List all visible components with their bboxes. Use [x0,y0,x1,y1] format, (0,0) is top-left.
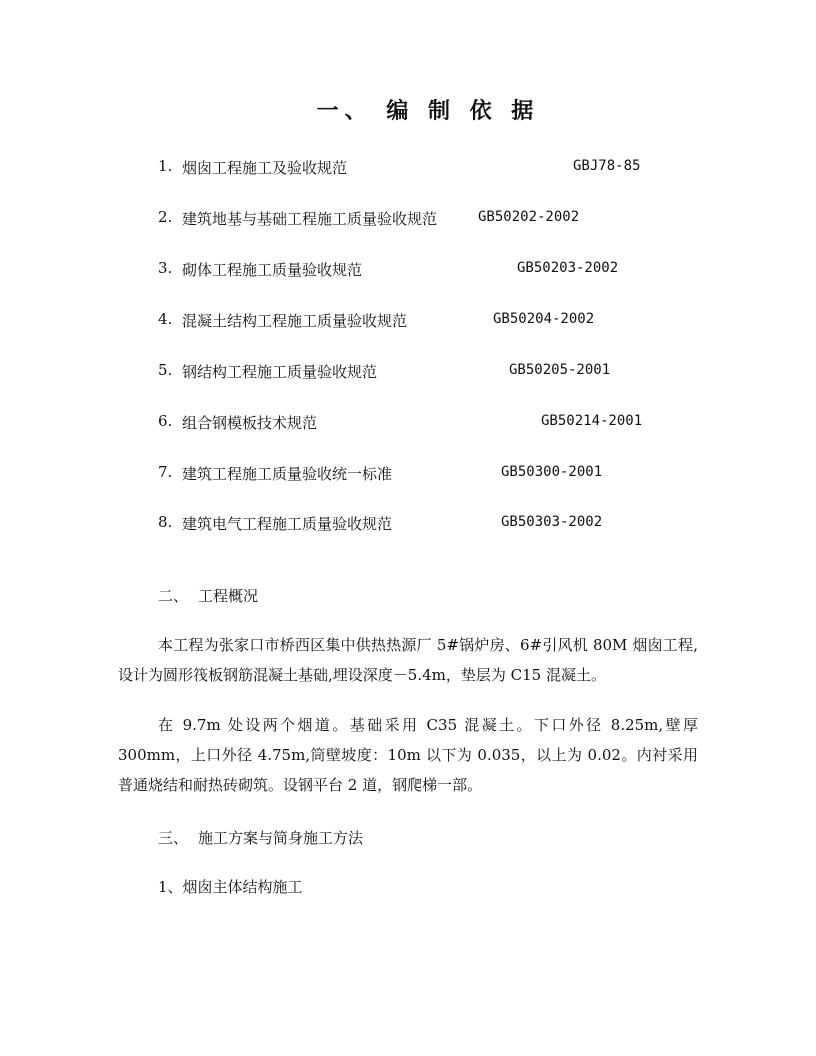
standard-code: GBJ78-85 [573,158,641,174]
standard-number: 2. [158,208,173,226]
standard-code: GB50203-2002 [517,260,619,276]
standard-number: 7. [158,463,173,481]
standard-number: 3. [158,259,173,277]
standard-name: 建筑工程施工质量验收统一标准 [182,465,393,483]
overview-paragraph-1: 本工程为张家口市桥西区集中供热热源厂 5#锅炉房、6#引风机 80M 烟囱工程,设计为圆形筏板钢筋混凝土基础,埋设深度－5.4m，垫层为 C15 混凝土。 [118,636,698,684]
standard-name: 组合钢模板技术规范 [182,414,318,432]
standard-code: GB50214-2001 [541,413,643,429]
standard-number: 6. [158,412,173,430]
standard-name: 建筑电气工程施工质量验收规范 [182,515,393,533]
standard-code: GB50202-2002 [478,209,580,225]
standard-name: 建筑地基与基础工程施工质量验收规范 [182,210,438,228]
standard-name: 烟囱工程施工及验收规范 [182,159,348,177]
overview-paragraph-2: 在 9.7m 处设两个烟道。基础采用 C35 混凝土。下口外径 8.25m,壁厚 300mm，上口外径 4.75m,筒壁坡度：10m 以下为 0.035，以上为 0.02。内衬采用普通烧结和耐热砖砌筑。设钢平台 2 道，钢爬梯一部。 [118,716,698,794]
standard-code: GB50204-2002 [493,311,595,327]
section-number: 二、 [158,587,189,605]
standard-code: GB50205-2001 [509,362,611,378]
standard-code: GB50303-2002 [501,514,603,530]
page-title: 一、 编 制 依 据 [316,98,540,124]
standard-name: 砌体工程施工质量验收规范 [182,261,363,279]
standard-name: 混凝土结构工程施工质量验收规范 [182,312,408,330]
subsection-heading: 1、烟囱主体结构施工 [158,878,303,896]
section-number: 三、 [158,829,189,847]
section-title: 工程概况 [198,587,259,605]
standard-number: 5. [158,361,173,379]
section-title: 施工方案与简身施工方法 [198,829,364,847]
standard-number: 4. [158,310,173,328]
standard-number: 1. [158,157,173,175]
standard-number: 8. [158,513,173,531]
standard-name: 钢结构工程施工质量验收规范 [182,363,378,381]
standard-code: GB50300-2001 [501,464,603,480]
